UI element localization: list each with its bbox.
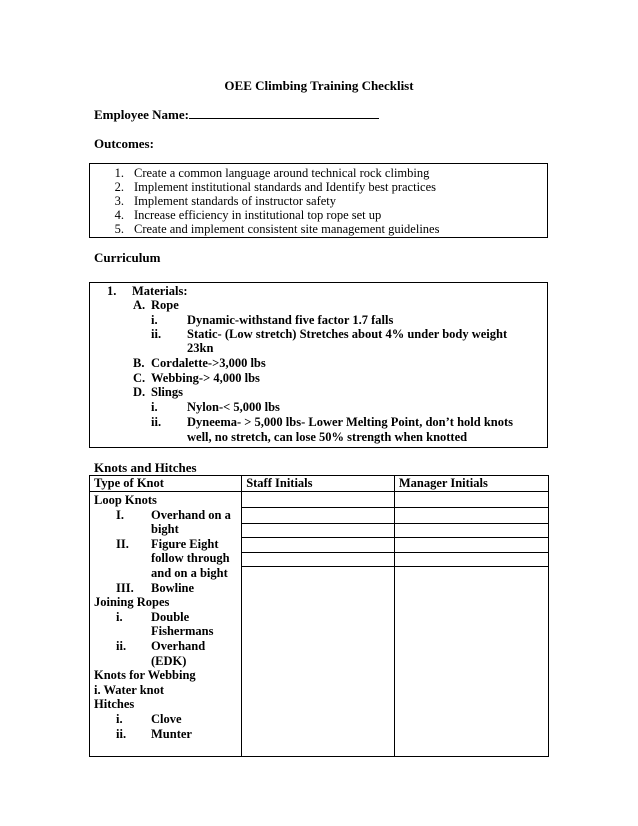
- knot-name: i. Water knot: [94, 683, 165, 697]
- initials-line: [242, 537, 394, 538]
- knot-group: Hitches: [94, 697, 135, 711]
- list-text: Create a common language around technical rock climbing: [134, 166, 430, 180]
- manager-initials-cell[interactable]: [394, 492, 548, 757]
- knot-name: Clove: [151, 712, 182, 726]
- employee-name-label: Employee Name:: [94, 107, 189, 122]
- initials-line: [242, 507, 394, 508]
- knot-list-cell: [90, 492, 242, 757]
- curriculum-mark: ii.: [151, 415, 162, 429]
- staff-initials-cell[interactable]: [242, 492, 395, 757]
- list-text: Increase efficiency in institutional top rope set up: [134, 208, 382, 222]
- curriculum-number: 1.: [107, 284, 117, 298]
- knots-table: [89, 475, 549, 757]
- curriculum-heading: Curriculum: [94, 250, 161, 265]
- knot-name: Overhand on a: [151, 508, 231, 522]
- list-number: 5.: [114, 222, 124, 236]
- table-header-row: [90, 476, 549, 492]
- list-text: Create and implement consistent site management guidelines: [134, 222, 440, 236]
- knot-mark: ii.: [116, 639, 127, 653]
- curriculum-mark: B.: [133, 356, 145, 370]
- employee-name-line[interactable]: [189, 107, 379, 119]
- list-number: 4.: [114, 208, 124, 222]
- curriculum-text: Static- (Low stretch) Stretches about 4% under body weight: [187, 327, 508, 341]
- initials-line: [395, 566, 548, 567]
- knot-mark: ii.: [116, 727, 127, 741]
- curriculum-text: Rope: [151, 298, 179, 312]
- knot-name: Figure Eight: [151, 537, 219, 551]
- knot-group: Loop Knots: [94, 493, 157, 507]
- curriculum-text: Webbing-> 4,000 lbs: [151, 371, 260, 385]
- initials-line: [242, 566, 394, 567]
- initials-line: [395, 537, 548, 538]
- list-number: 1.: [114, 166, 124, 180]
- header-staff-initials: Staff Initials: [242, 476, 395, 492]
- initials-line: [395, 507, 548, 508]
- curriculum-text: Nylon-< 5,000 lbs: [187, 400, 280, 414]
- initials-line: [242, 523, 394, 524]
- curriculum-box: [89, 282, 548, 448]
- knot-name: Overhand: [151, 639, 206, 653]
- curriculum-text: 23kn: [187, 341, 214, 355]
- initials-line: [395, 552, 548, 553]
- page-title: OEE Climbing Training Checklist: [224, 78, 414, 93]
- knot-mark: i.: [116, 610, 123, 624]
- outcomes-heading: Outcomes:: [94, 136, 154, 151]
- outcomes-box: [89, 163, 548, 238]
- knots-heading: Knots and Hitches: [94, 460, 197, 475]
- knot-group: Joining Ropes: [94, 595, 170, 609]
- curriculum-mark: A.: [133, 298, 146, 312]
- knot-mark: III.: [116, 581, 134, 595]
- curriculum-text: Dyneema- > 5,000 lbs- Lower Melting Point, don’t hold knots: [187, 415, 514, 429]
- curriculum-mark: i.: [151, 400, 158, 414]
- knot-mark: i.: [116, 712, 123, 726]
- employee-name-field[interactable]: [94, 107, 379, 123]
- knot-name: Bowline: [151, 581, 195, 595]
- list-number: 3.: [114, 194, 124, 208]
- knot-mark: I.: [116, 508, 124, 522]
- header-manager-initials: Manager Initials: [394, 476, 548, 492]
- knot-name: follow through: [151, 551, 230, 565]
- curriculum-text: Materials:: [132, 284, 188, 298]
- list-text: Implement standards of instructor safety: [134, 194, 337, 208]
- initials-line: [395, 523, 548, 524]
- curriculum-text: Slings: [151, 385, 183, 399]
- knot-group: Knots for Webbing: [94, 668, 196, 682]
- knot-name: and on a bight: [151, 566, 228, 580]
- list-text: Implement institutional standards and Identify best practices: [134, 180, 437, 194]
- knot-name: Double: [151, 610, 190, 624]
- list-number: 2.: [114, 180, 124, 194]
- knot-mark: II.: [116, 537, 129, 551]
- knot-name: (EDK): [151, 654, 187, 668]
- knot-name: Fishermans: [151, 624, 214, 638]
- curriculum-text: well, no stretch, can lose 50% strength when knotted: [187, 430, 468, 444]
- table-row: [90, 492, 549, 757]
- header-type-of-knot: Type of Knot: [90, 476, 242, 492]
- curriculum-mark: D.: [133, 385, 146, 399]
- curriculum-text: Cordalette->3,000 lbs: [151, 356, 266, 370]
- knot-name: Munter: [151, 727, 192, 741]
- curriculum-text: Dynamic-withstand five factor 1.7 falls: [187, 313, 394, 327]
- curriculum-mark: C.: [133, 371, 146, 385]
- curriculum-mark: ii.: [151, 327, 162, 341]
- initials-line: [242, 552, 394, 553]
- knot-name: bight: [151, 522, 179, 536]
- curriculum-mark: i.: [151, 313, 158, 327]
